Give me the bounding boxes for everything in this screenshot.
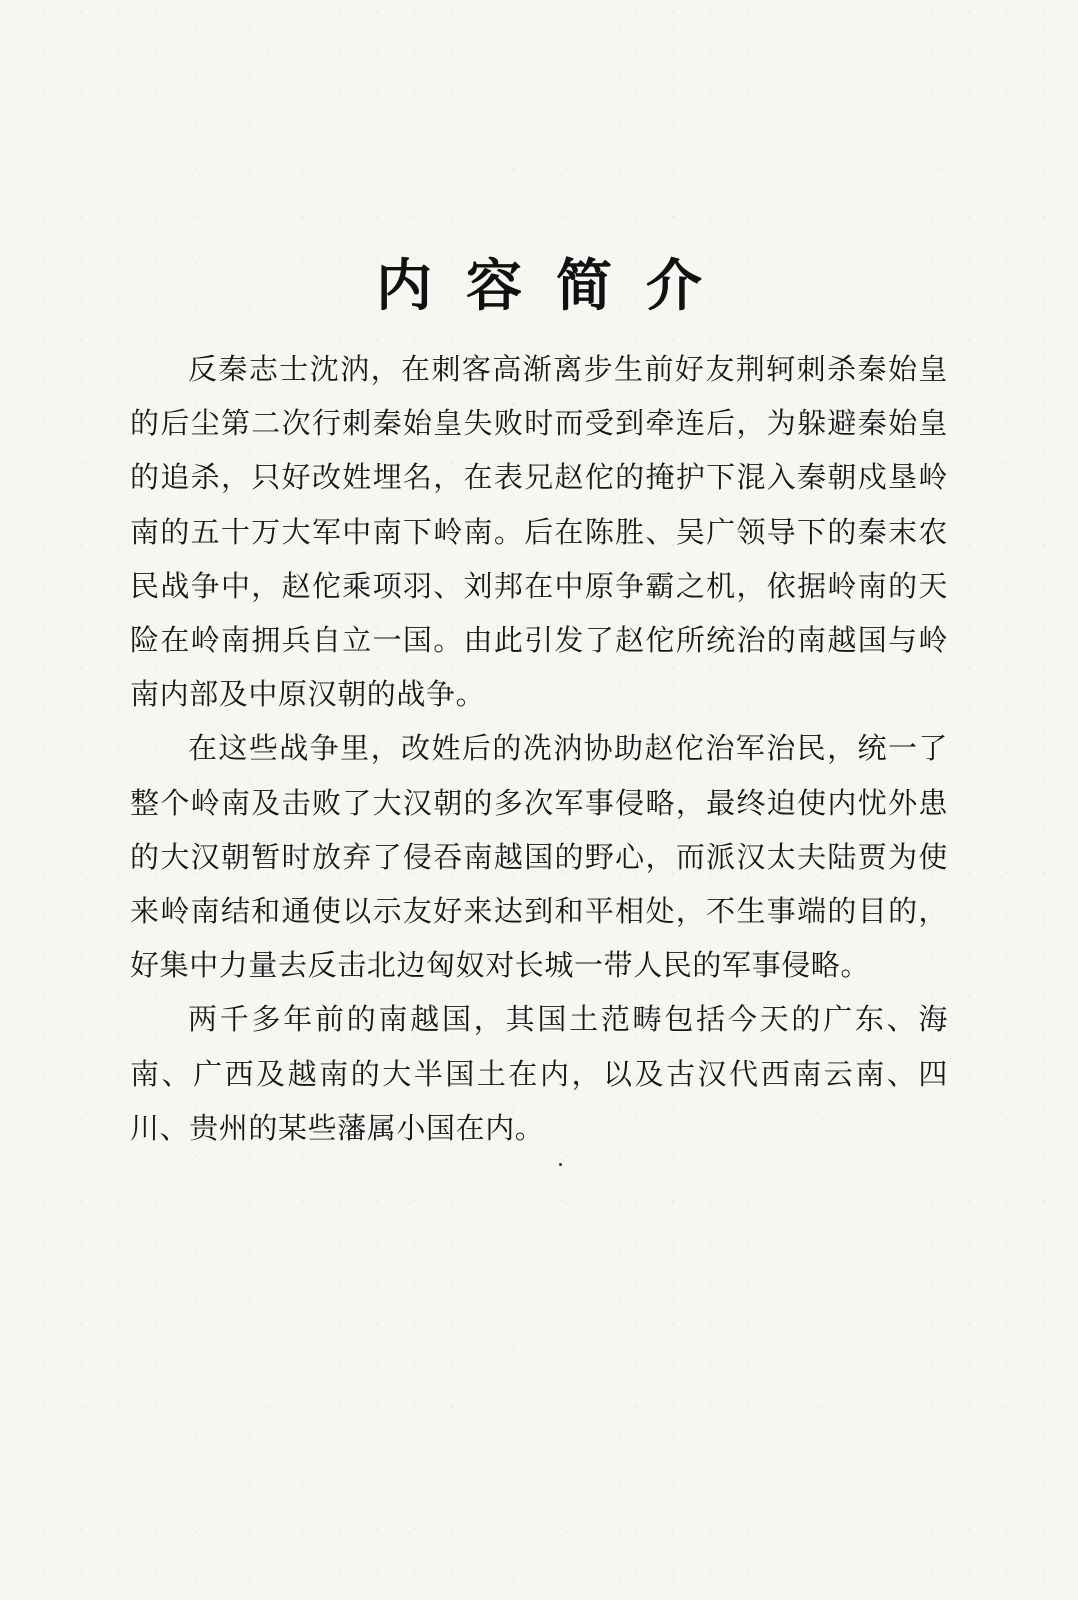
paragraph-3: 两千多年前的南越国，其国土范畴包括今天的广东、海南、广西及越南的大半国土在内，以及古汉代西南云南、四川、贵州的某些藩属小国在内。 <box>130 1002 948 1145</box>
page-title: 内容简介 <box>376 252 736 319</box>
paragraph-2: 在这些战争里，改姓后的冼汭协助赵佗治军治民，统一了整个岭南及击败了大汉朝的多次军事侵略，最终迫使内忧外患的大汉朝暂时放弃了侵吞南越国的野心，而派汉太夫陆贾为使来岭南结和通使以示友好来达到和平相处，不生事端的目的，好集中力量去反击北边匈奴对长城一带人民的军事侵略。 <box>130 731 948 983</box>
paragraph-1: 反秦志士沈汭，在刺客高渐离步生前好友荆轲刺杀秦始皇的后尘第二次行刺秦始皇失败时而受到牵连后，为躲避秦始皇的追杀，只好改姓埋名，在表兄赵佗的掩护下混入秦朝戍垦岭南的五十万大军中南下岭南。后在陈胜、吴广领导下的秦末农民战争中，赵佗乘项羽、刘邦在中原争霸之机，依据岭南的天险在岭南拥兵自立一国。由此引发了赵佗所统治的南越国与岭南内部及中原汉朝的战争。 <box>130 352 948 712</box>
scan-speck <box>559 1163 562 1166</box>
synopsis-body <box>130 342 948 1155</box>
